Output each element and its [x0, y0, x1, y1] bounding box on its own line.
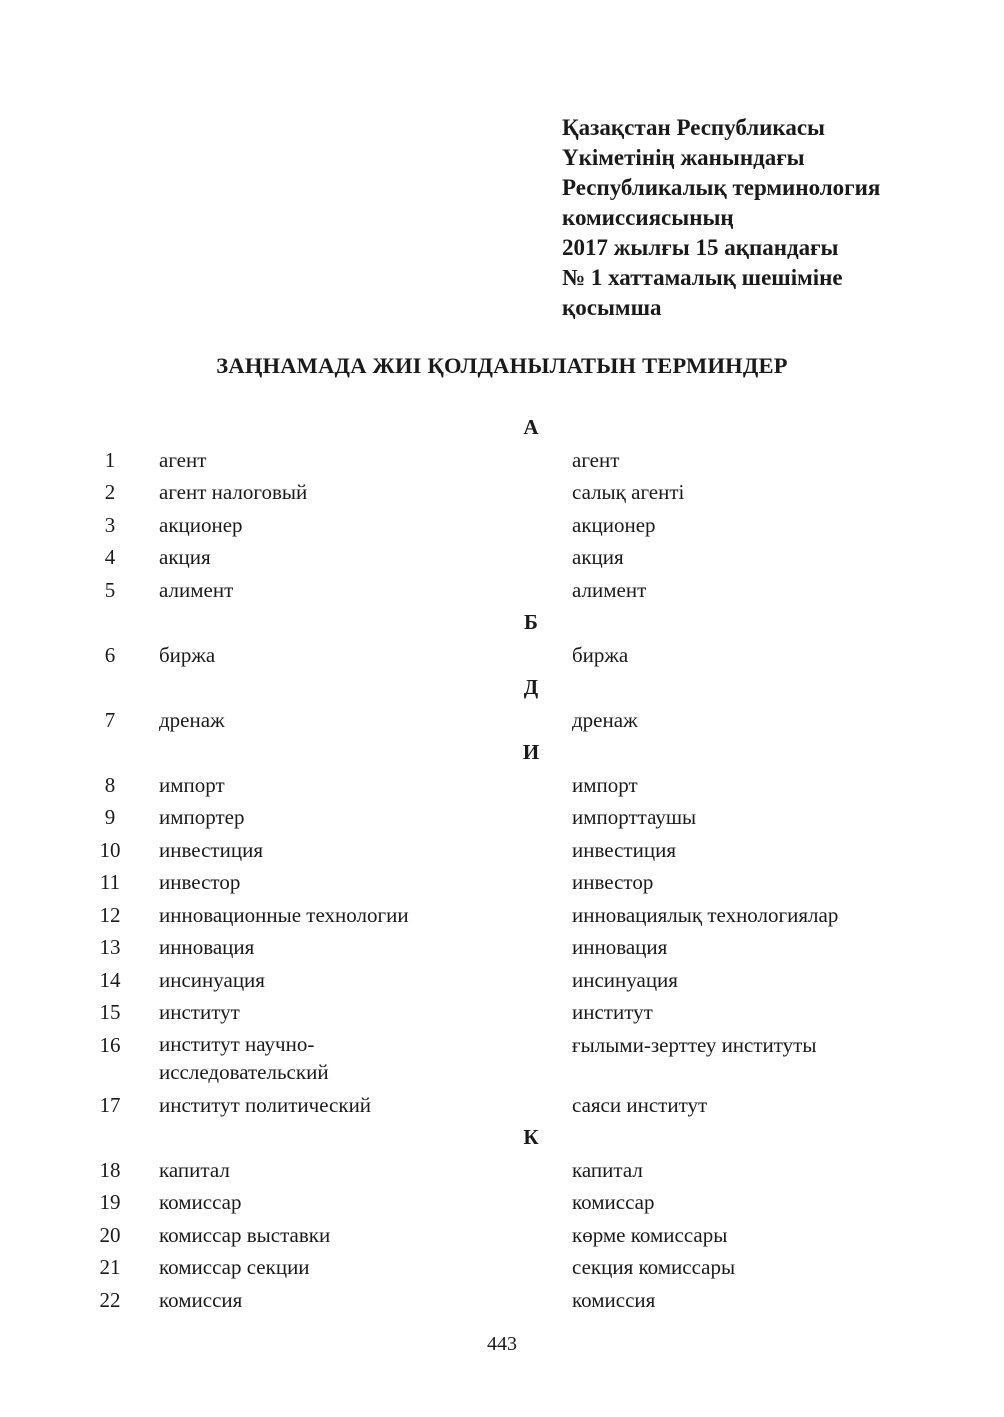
term-russian: капитал	[159, 1157, 230, 1182]
term-number: 10	[99, 837, 121, 862]
term-russian: комиссар секции	[159, 1255, 310, 1279]
term-kazakh: инвестиция	[572, 837, 676, 862]
term-number: 4	[104, 545, 116, 569]
term-row	[0, 541, 1004, 574]
term-russian: институт политический	[159, 1092, 372, 1117]
term-row	[0, 1219, 1004, 1252]
term-row	[0, 1251, 1004, 1284]
term-kazakh: инсинуация	[572, 967, 678, 992]
term-row	[0, 639, 1004, 672]
term-row	[0, 1284, 1004, 1317]
term-row	[0, 834, 1004, 867]
term-russian: инвестиция	[159, 837, 263, 862]
term-row	[0, 1154, 1004, 1187]
term-kazakh: саяси институт	[572, 1092, 708, 1117]
term-row	[0, 1186, 1004, 1219]
term-number: 12	[99, 902, 121, 927]
term-russian: биржа	[159, 642, 216, 667]
term-row	[0, 899, 1004, 932]
term-row	[0, 1029, 1004, 1089]
term-kazakh: ғылыми-зерттеу институты	[572, 1032, 817, 1057]
term-number: 15	[99, 1000, 121, 1024]
term-kazakh: салық агенті	[572, 480, 685, 504]
term-kazakh: акционер	[572, 512, 656, 537]
section-letter: К	[523, 1125, 539, 1149]
approval-note-line: Республикалық терминология	[562, 175, 881, 200]
term-russian: инвестор	[159, 870, 241, 894]
term-kazakh: импорт	[572, 772, 638, 797]
term-kazakh: агент	[572, 447, 620, 472]
term-russian: импортер	[159, 805, 245, 829]
term-number: 8	[104, 772, 116, 797]
term-row	[0, 444, 1004, 477]
term-kazakh: капитал	[572, 1157, 643, 1182]
term-number: 3	[104, 512, 116, 537]
term-row	[0, 866, 1004, 899]
term-russian: импорт	[159, 772, 225, 797]
term-russian: дренаж	[159, 707, 225, 732]
term-number: 16	[99, 1032, 121, 1057]
term-russian: институт научно- исследовательский	[159, 1032, 329, 1084]
term-row	[0, 509, 1004, 542]
term-russian: инновация	[159, 935, 255, 959]
term-number: 21	[99, 1255, 121, 1279]
term-row	[0, 1089, 1004, 1122]
term-kazakh: дренаж	[572, 707, 638, 732]
term-number: 20	[99, 1222, 121, 1247]
term-russian: комиссия	[159, 1287, 243, 1312]
term-number: 18	[99, 1157, 121, 1182]
term-number: 19	[99, 1190, 121, 1214]
term-russian: алимент	[159, 577, 234, 602]
term-russian: инновационные технологии	[159, 902, 409, 927]
term-row	[0, 574, 1004, 607]
section-letter: А	[523, 415, 539, 439]
term-kazakh: импорттаушы	[572, 805, 697, 829]
term-russian: институт	[159, 1000, 240, 1024]
section-letter: Б	[524, 610, 538, 634]
term-number: 7	[104, 707, 116, 732]
term-row	[0, 964, 1004, 997]
term-russian: акционер	[159, 512, 243, 537]
term-kazakh: секция комиссары	[572, 1255, 736, 1279]
page-number: 443	[487, 1333, 517, 1355]
term-row	[0, 996, 1004, 1029]
term-row	[0, 476, 1004, 509]
term-list	[0, 411, 1004, 1316]
term-kazakh: комиссия	[572, 1287, 656, 1312]
term-row	[0, 704, 1004, 737]
term-row	[0, 801, 1004, 834]
term-russian: агент	[159, 447, 207, 472]
term-number: 1	[104, 447, 116, 472]
term-kazakh: биржа	[572, 642, 629, 667]
approval-note-line: 2017 жылғы 15 ақпандағы	[562, 235, 839, 260]
section-letter: И	[522, 740, 540, 764]
approval-note-line: № 1 хаттамалық шешіміне	[562, 265, 843, 290]
term-kazakh: инновация	[572, 935, 668, 959]
term-kazakh: инновациялық технологиялар	[572, 902, 839, 927]
term-kazakh: институт	[572, 1000, 653, 1024]
term-kazakh: көрме комиссары	[572, 1222, 728, 1247]
term-number: 13	[99, 935, 121, 959]
document-title: ЗАҢНАМАДА ЖИІ ҚОЛДАНЫЛАТЫН ТЕРМИНДЕР	[216, 353, 788, 378]
term-kazakh: акция	[572, 545, 624, 569]
approval-note-line: комиссиясының	[562, 205, 734, 230]
term-number: 5	[104, 577, 116, 602]
term-number: 11	[99, 870, 121, 894]
term-kazakh: комиссар	[572, 1190, 655, 1214]
term-russian: акция	[159, 545, 211, 569]
term-number: 17	[99, 1092, 121, 1117]
term-number: 9	[104, 805, 116, 829]
term-kazakh: инвестор	[572, 870, 654, 894]
term-russian: комиссар	[159, 1190, 242, 1214]
term-row	[0, 931, 1004, 964]
term-russian: агент налоговый	[159, 480, 308, 504]
term-russian: комиссар выставки	[159, 1222, 331, 1247]
approval-note	[562, 113, 880, 323]
section-letter: Д	[523, 675, 539, 699]
term-russian: инсинуация	[159, 967, 265, 992]
term-number: 6	[104, 642, 116, 667]
term-row	[0, 769, 1004, 802]
approval-note-line: Үкіметінің жанындағы	[562, 145, 805, 170]
term-number: 2	[104, 480, 116, 504]
term-number: 22	[99, 1287, 121, 1312]
term-number: 14	[99, 967, 121, 992]
term-kazakh: алимент	[572, 577, 647, 602]
approval-note-line: Қазақстан Республикасы	[562, 115, 826, 140]
approval-note-line: қосымша	[562, 295, 662, 320]
